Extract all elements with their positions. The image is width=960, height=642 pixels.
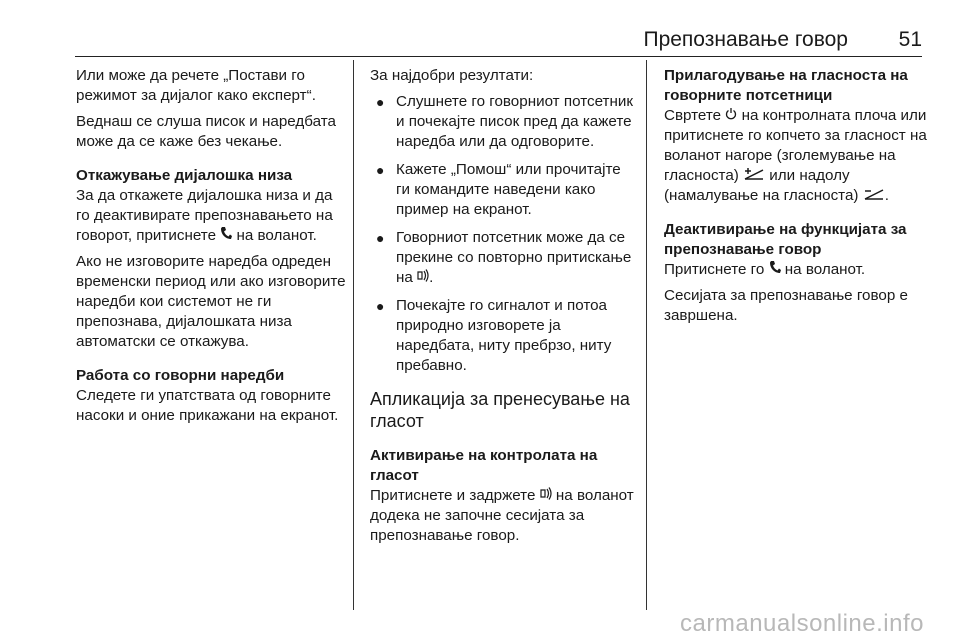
bullet-icon: ●	[376, 94, 385, 110]
column-divider	[646, 60, 647, 610]
column-1	[76, 66, 348, 432]
tips-list	[370, 92, 638, 376]
page-title: Препознавање говор	[643, 28, 848, 51]
column-3	[664, 66, 930, 332]
paragraph: Притиснете и задржете на воланот додека не започне сесијата за препознавање говор.	[370, 487, 634, 544]
volume-up-icon	[743, 166, 765, 186]
volume-down-icon	[863, 186, 885, 206]
phone-hangup-icon	[769, 260, 781, 280]
paragraph: Ако не изговорите наредба одреден временски период или ако изговорите наредби кои системот не ги препознава, дијалошката низа автоматски се откажува.	[76, 253, 346, 350]
phone-hangup-icon	[220, 226, 232, 246]
bullet-icon: ●	[376, 298, 385, 314]
power-icon	[725, 106, 737, 126]
paragraph: За најдобри резултати:	[370, 67, 534, 84]
section-heading: Активирање на контролата на гласот	[370, 447, 598, 484]
paragraph: За да откажете дијалошка низа и да го деактивирате препознавањето на говорот, притиснете на воланот.	[76, 187, 333, 244]
paragraph: Следете ги упатствата од говорните насоки и оние прикажани на екранот.	[76, 387, 339, 424]
list-item: ● Кажете „Помош“ или прочитајте ги командите наведени како пример на екранот.	[376, 161, 621, 218]
header-rule	[75, 56, 922, 57]
page-header	[0, 0, 960, 62]
paragraph: Свртете на контролната плоча или притиснете го копчето за гласност на воланот нагоре (зголемување на гласноста) или надолу (намалување на гласноста) .	[664, 107, 927, 204]
paragraph: Веднаш се слуша писок и наредбата може да се каже без чекање.	[76, 113, 336, 150]
paragraph: Или може да речете „Постави го режимот за дијалог како експерт“.	[76, 67, 316, 104]
section-heading: Деактивирање на функцијата за препознавање говор	[664, 221, 907, 258]
bullet-icon: ●	[376, 230, 385, 246]
section-heading: Откажување дијалошка низа	[76, 167, 293, 184]
list-item: ● Почекајте го сигналот и потоа природно изговорете ја наредбата, ниту пребрзо, ниту пребавно.	[376, 297, 612, 374]
voice-icon	[417, 268, 429, 288]
paragraph: Сесијата за препознавање говор е завршена.	[664, 287, 908, 324]
section-title: Апликација за пренесување на гласот	[370, 389, 630, 431]
list-item: ● Говорниот потсетник може да се прекине со повторно притискање на .	[376, 229, 632, 286]
list-item: ● Слушнете го говорниот потсетник и почекајте писок пред да кажете наредба или да одговорите.	[376, 93, 633, 150]
section-heading: Работа со говорни наредби	[76, 367, 285, 384]
page-number: 51	[898, 28, 922, 51]
column-divider	[353, 60, 354, 610]
watermark: carmanualsonline.info	[680, 610, 924, 637]
voice-icon	[540, 486, 552, 506]
section-heading: Прилагодување на гласноста на говорните потсетници	[664, 67, 908, 104]
bullet-icon: ●	[376, 162, 385, 178]
paragraph: Притиснете го на воланот.	[664, 261, 866, 278]
column-2	[370, 66, 638, 552]
